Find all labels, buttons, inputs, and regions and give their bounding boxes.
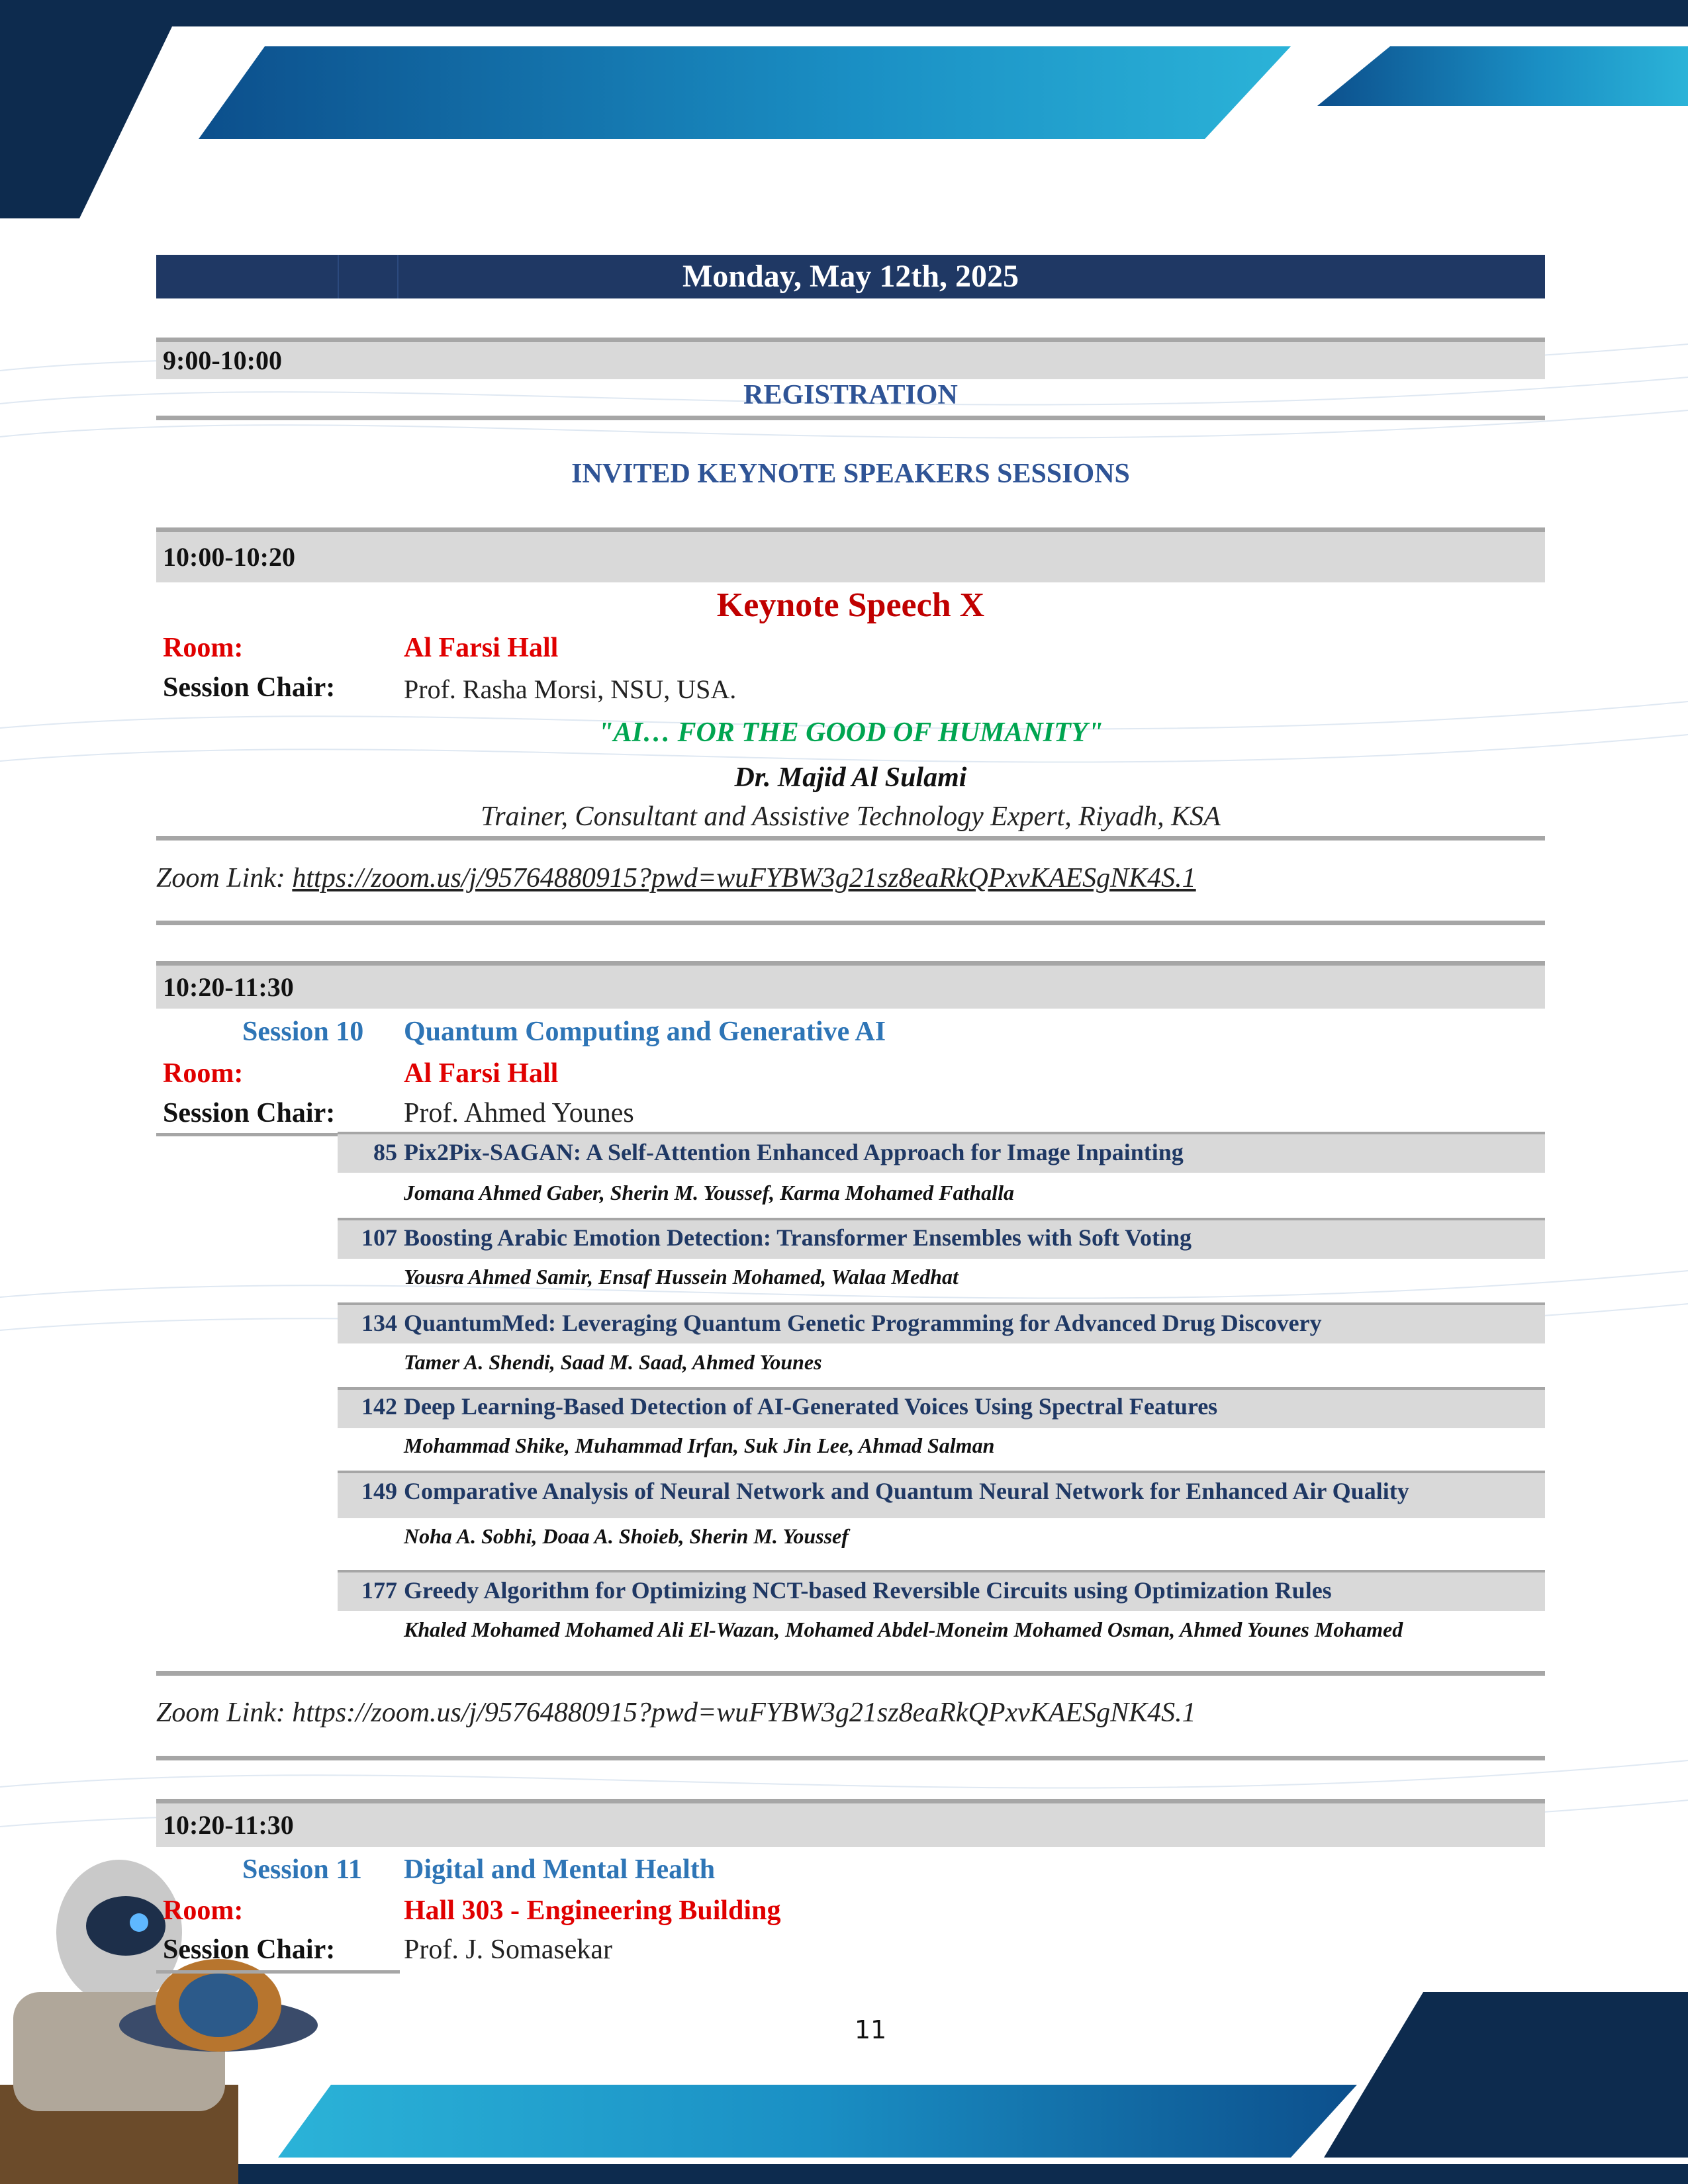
day-header — [156, 255, 1545, 298]
time-session10: 10:20-11:30 — [156, 966, 1545, 1009]
paper-title: Comparative Analysis of Neural Network and Quantum Neural Network for Enhanced Air Quality — [404, 1478, 1409, 1504]
paper-id: 149 — [361, 1478, 397, 1504]
zoom-line — [156, 1697, 1196, 1729]
paper-authors: Noha A. Sobhi, Doaa A. Shoieb, Sherin M. Youssef — [404, 1524, 849, 1548]
keynote-title: Keynote Speech X — [716, 586, 985, 624]
time-session11: 10:20-11:30 — [156, 1803, 1545, 1847]
zoom-label: Zoom Link: — [156, 1698, 293, 1728]
speaker-affiliation: Trainer, Consultant and Assistive Technology Expert, Riyadh, KSA — [481, 801, 1221, 832]
header-cell — [338, 255, 399, 298]
keynote-section-title: INVITED KEYNOTE SPEAKERS SESSIONS — [571, 459, 1130, 489]
chair-label: Session Chair: — [163, 672, 336, 703]
zoom-label: Zoom Link: — [156, 863, 293, 893]
separator — [156, 836, 1545, 841]
time-registration: 9:00-10:00 — [156, 342, 1545, 379]
separator — [156, 416, 1545, 420]
zoom-line — [156, 862, 1196, 894]
paper-title: QuantumMed: Leveraging Quantum Genetic Programming for Advanced Drug Discovery — [404, 1310, 1322, 1336]
room-label: Room: — [163, 633, 244, 663]
page-number: 11 — [854, 2015, 887, 2044]
separator — [156, 527, 1545, 532]
chair-value: Prof. Rasha Morsi, NSU, USA. — [404, 674, 737, 704]
paper-authors: Khaled Mohamed Mohamed Ali El-Wazan, Mohamed Abdel-Moneim Mohamed Osman, Ahmed Younes Mohamed — [404, 1617, 1403, 1641]
chair-value: Prof. Ahmed Younes — [404, 1098, 634, 1128]
zoom-link[interactable]: https://zoom.us/j/95764880915?pwd=wuFYBW3g21sz8eaRkQPxvKAESgNK4S.1 — [292, 863, 1196, 893]
paper-id: 134 — [361, 1310, 397, 1336]
separator — [156, 1799, 1545, 1803]
room-label: Room: — [163, 1058, 244, 1089]
session-number: Session 10 — [242, 1017, 364, 1047]
paper-id: 142 — [361, 1393, 397, 1420]
time-keynote: 10:00-10:20 — [156, 532, 1545, 582]
session-number: Session 11 — [242, 1854, 362, 1885]
separator — [156, 1970, 400, 1974]
paper-id: 85 — [373, 1139, 397, 1165]
room-value: Hall 303 - Engineering Building — [404, 1895, 781, 1926]
registration-label: REGISTRATION — [743, 380, 958, 410]
paper-authors: Tamer A. Shendi, Saad M. Saad, Ahmed Younes — [404, 1350, 822, 1374]
room-value: Al Farsi Hall — [404, 1058, 559, 1089]
paper-title: Pix2Pix-SAGAN: A Self-Attention Enhanced Approach for Image Inpainting — [404, 1139, 1184, 1165]
paper-id: 107 — [361, 1224, 397, 1251]
separator — [156, 961, 1545, 966]
paper-authors: Mohammad Shike, Muhammad Irfan, Suk Jin Lee, Ahmad Salman — [404, 1433, 995, 1457]
robot-illustration — [0, 1860, 318, 2184]
speaker-name: Dr. Majid Al Sulami — [734, 762, 967, 793]
chair-label: Session Chair: — [163, 1098, 336, 1128]
zoom-link[interactable]: https://zoom.us/j/95764880915?pwd=wuFYBW3g21sz8eaRkQPxvKAESgNK4S.1 — [292, 1698, 1196, 1728]
session-title: Quantum Computing and Generative AI — [404, 1017, 886, 1047]
separator — [156, 921, 1545, 925]
paper-title: Deep Learning-Based Detection of AI-Generated Voices Using Spectral Features — [404, 1393, 1218, 1420]
talk-title: "AI… FOR THE GOOD OF HUMANITY" — [598, 717, 1103, 748]
chair-label: Session Chair: — [163, 1934, 336, 1965]
paper-authors: Jomana Ahmed Gaber, Sherin M. Youssef, Karma Mohamed Fathalla — [404, 1181, 1014, 1205]
separator — [156, 1756, 1545, 1760]
paper-id: 177 — [361, 1577, 397, 1604]
paper-title: Greedy Algorithm for Optimizing NCT-based Reversible Circuits using Optimization Rules — [404, 1577, 1332, 1604]
separator — [156, 1671, 1545, 1676]
room-label: Room: — [163, 1895, 244, 1926]
header-cell — [156, 255, 339, 298]
paper-title: Boosting Arabic Emotion Detection: Transformer Ensembles with Soft Voting — [404, 1224, 1192, 1251]
day-title: Monday, May 12th, 2025 — [682, 259, 1019, 294]
session-title: Digital and Mental Health — [404, 1854, 716, 1885]
paper-authors: Yousra Ahmed Samir, Ensaf Hussein Mohamed, Walaa Medhat — [404, 1265, 959, 1289]
chair-value: Prof. J. Somasekar — [404, 1934, 612, 1965]
separator — [156, 338, 1545, 342]
room-value: Al Farsi Hall — [404, 633, 559, 663]
